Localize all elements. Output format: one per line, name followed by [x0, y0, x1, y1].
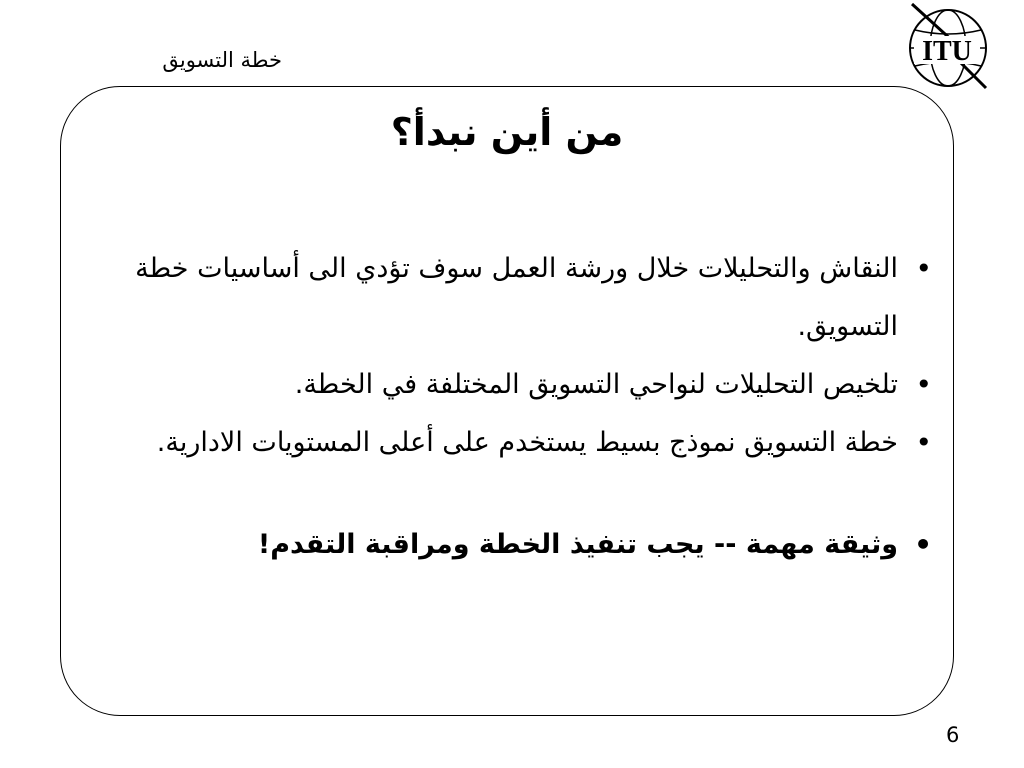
bullet-icon: • [915, 252, 932, 285]
bullet-item [92, 240, 934, 356]
bullet-icon: • [915, 368, 932, 401]
bullet-item [92, 356, 934, 414]
itu-logo [900, 2, 1000, 94]
bullet-icon: • [914, 528, 932, 561]
logo-text: ITU [922, 36, 972, 67]
bullet-text: خطة التسويق نموذج بسيط يستخدم على أعلى المستويات الادارية. [156, 427, 898, 458]
bullet-item [92, 414, 934, 472]
bullet-list [92, 240, 934, 574]
bullet-icon: • [915, 426, 932, 459]
page-number: 6 [946, 723, 960, 747]
slide-heading: من أين نبدأ؟ [390, 110, 624, 154]
bullet-text: النقاش والتحليلات خلال ورشة العمل سوف تؤدي الى أساسيات خطة التسويق. [135, 253, 898, 342]
bullet-text: وثيقة مهمة -- يجب تنفيذ الخطة ومراقبة التقدم! [257, 529, 898, 560]
bullet-item-emphasis [92, 516, 934, 574]
presentation-title: خطة التسويق [162, 48, 282, 72]
bullet-text: تلخيص التحليلات لنواحي التسويق المختلفة في الخطة. [294, 369, 898, 400]
